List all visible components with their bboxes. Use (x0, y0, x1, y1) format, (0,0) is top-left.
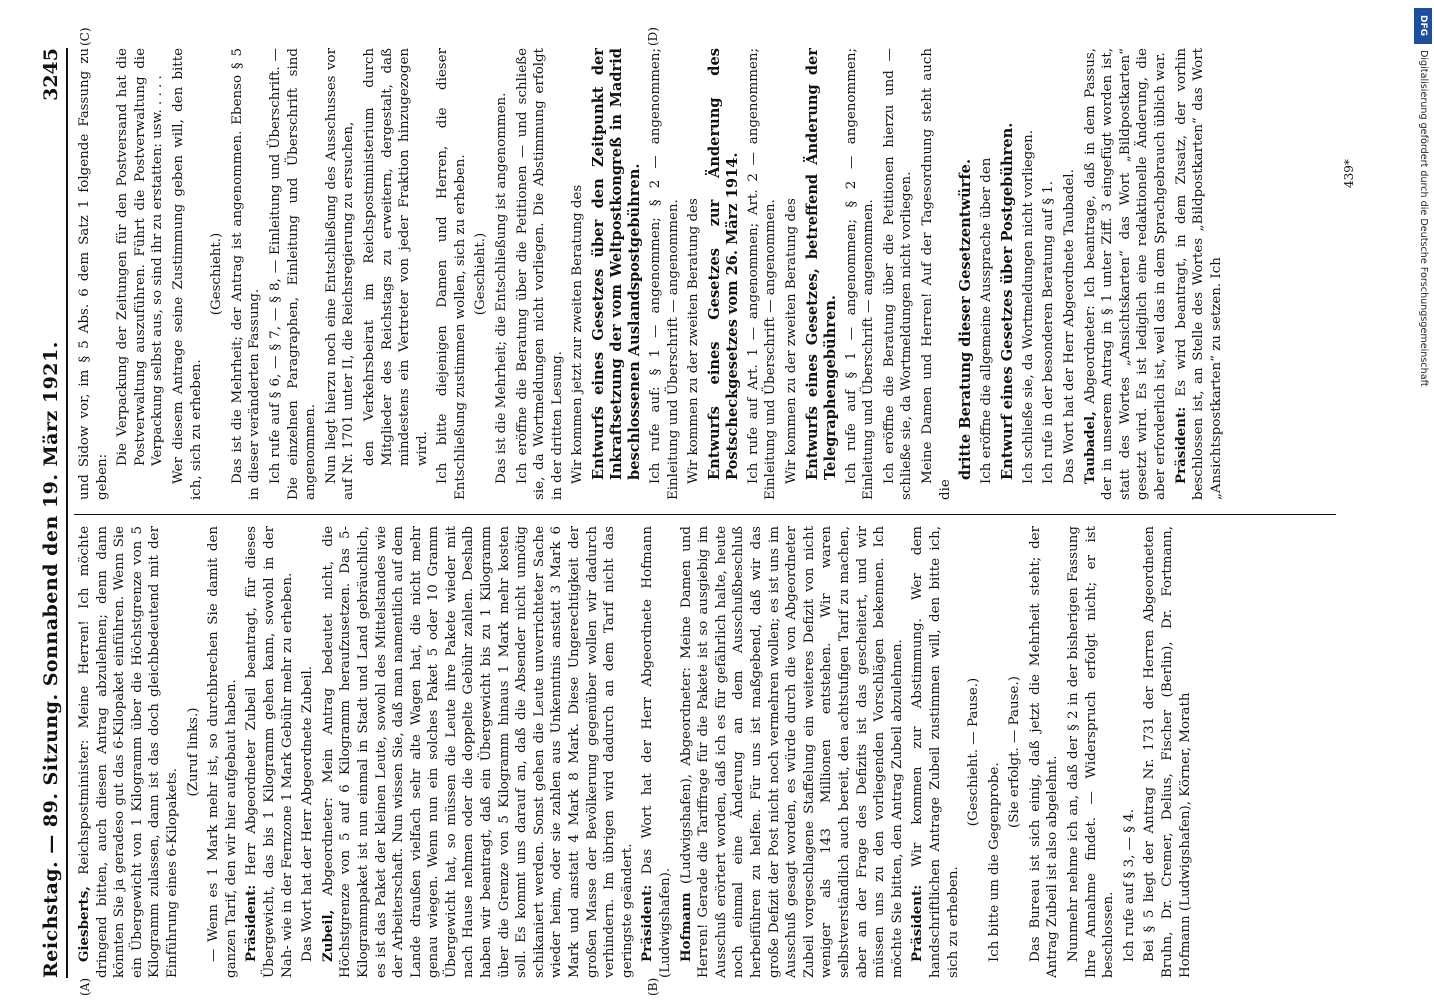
paragraph-text: Das Wort hat der Herr Abgeordnete Taubadel. (1061, 169, 1077, 484)
paragraph-text: Bei § 5 liegt der Antrag Nr. 1731 der Herren Abgeordneten Bruhn, Dr. Cremer, Delius, Fischer (Berlin), Dr. Fortmann, Hofmann (Ludwigshafen), Körner, Morath (1142, 526, 1193, 978)
paragraph-text: Ich rufe in der besonderen Beratung auf § 1. (1041, 180, 1057, 484)
quoted-text: Die Verpackung der Zeitungen für den Postversand hat die Postverwaltung auszuführen. Führt die Postverwaltung die Verpackung selbst aus, so sind ihr zu erstatten: usw. . . . . (115, 48, 166, 466)
paragraph (919, 48, 954, 500)
paragraph-text: Nun liegt hierzu noch eine Entschließung des Ausschusses vor auf Nr. 1701 unter II, die Reichsregierung zu ersuchen, (323, 48, 357, 500)
paragraph-text: Reichspostminister: Meine Herren! Ich möchte dringend bitten, auch diesen Antrag abzulehnen; denn dann könnten Sie ja geradeso gut das 6-Kilopaket einführen. Wenn Sie ein Übergewicht von 1 Kilogramm über die Höchstgrenze von 5 Kilogramm zulassen, dann ist das doch gleichbedeutend mit der Einführung eines 6-Kilopakets. (77, 526, 180, 978)
paragraph-text: Ich bitte um die Gegenprobe. (986, 762, 1002, 962)
paragraph (76, 48, 111, 500)
paragraph (978, 48, 996, 500)
paragraph (323, 48, 358, 500)
paragraph (76, 526, 182, 978)
speaker-name: Giesberts, (76, 886, 92, 962)
dfg-note (1412, 6, 1434, 994)
paragraph (243, 526, 296, 978)
stage-direction: (Zuruf links.) (185, 707, 201, 797)
margin-marker-c: (C) (78, 27, 92, 46)
paragraph (569, 48, 587, 500)
stage-direction: (Geschieht.) (473, 232, 489, 316)
paragraph (909, 526, 962, 978)
paragraph-text: Wir kommen zu der zweiten Beratung des (784, 198, 799, 484)
paragraph (745, 48, 780, 500)
paragraph (1020, 48, 1038, 500)
left-column (76, 526, 1336, 978)
paragraph-text: Abgeordneter: Ich beantrage, daß in dem Passus, der in unserem Antrag in § 1 unter Ziff. 3 eingefügt worden ist, statt des Wortes „Ansichtskarten“ das Wort „Bildpostkarten“ gesetzt wird. Es ist lediglich eine redaktionelle Änderung, die aber erforderlich ist, weil das in dem Sprachgebrauch üblich war. (1082, 48, 1168, 500)
agenda-item-title: Entwurfs eines Gesetzes über den Zeitpunkt der Inkraftsetzung der vom Weltpostkongreß in Madrid beschlossenen Auslandspostgebühren. (590, 48, 644, 480)
agenda-item-title: dritte Beratung dieser Gesetzentwürfe. (957, 158, 975, 480)
paragraph (170, 48, 205, 500)
speaker-name: Präsident: (639, 884, 656, 962)
header-title: Reichstag. — 89. Sitzung. Sonnabend den 19. März 1921. (40, 341, 62, 978)
paragraph-text: Ich eröffne die Beratung über die Petitionen — und schließe sie, da Wortmeldungen nicht vorliegen. Die Abstimmung erfolgt in der dritten Lesung. (514, 48, 565, 500)
stage-direction: (Geschieht.) (209, 232, 225, 316)
margin-marker-d: (D) (646, 27, 660, 46)
header-rule (66, 48, 68, 978)
paragraph-text: Ich eröffne die allgemeine Aussprache über den (979, 157, 995, 484)
paragraph-text: Ich rufe auf § 1 — angenommen; § 2 — angenommen; Einleitung und Überschrift — angenommen. (843, 48, 877, 500)
page-content (36, 27, 1396, 996)
paragraph-text: (Ludwigshafen), Abgeordneter: Meine Damen und Herren! Gerade die Tariffrage für die Pakete ist so ausgiebig im Ausschuß erörtert worden, daß ich es für gefährlich halte, heute noch einmal eine Änderung an dem Ausschußbeschluß herbeiführen zu helfen. Für uns ist maßgebend, daß wir das große Defizit der Post nicht noch vermehren wollen; es ist uns im Ausschuß gesagt worden, es würde durch die von Abgeordneter Zubeil vorgeschlagene Staffelung ein weiteres Defizit von nicht weniger als 143 Millionen entstehen. Wir waren selbstverständlich auch bereit, den achtstufigen Tarif zu machen, aber an der Frage des Defizits ist das gescheitert, und wir müssen uns zu den vorliegenden Vorschlägen bekennen. Ich möchte Sie bitten, den Antrag Zubeil abzulehnen. (678, 526, 905, 978)
margin-marker-a: (A) (78, 977, 92, 996)
paragraph-text: — Wenn es 1 Mark mehr ist, so durchbrechen Sie damit den ganzen Tarif, den wir hier aufgebaut haben. (206, 526, 239, 978)
paragraph (986, 526, 1004, 978)
paragraph-text: Das Wort hat der Herr Abgeordnete Zubeil. (300, 666, 316, 962)
speaker-name: Hofmann (677, 892, 694, 962)
paragraph (647, 48, 682, 500)
quoted-text: den Verkehrsbeirat im Reichspostministerium durch Mitglieder des Reichstags zu erweitern, dergestalt, daß mindestens ein Vertreter von jeder Fraktion hinzugezogen wird. (361, 48, 430, 466)
speaker-name: Präsident: (243, 884, 260, 962)
paragraph-text: Ich schließe sie, da Wortmeldungen nicht vorliegen. (1020, 129, 1036, 484)
paragraph (514, 48, 567, 500)
dfg-logo: DFG (1414, 8, 1432, 44)
paragraph (1040, 48, 1058, 500)
stage-direction: (Sie erfolgt. — Pause.) (1007, 676, 1023, 828)
paragraph (493, 48, 511, 500)
paragraph (881, 48, 916, 500)
paragraph (434, 48, 469, 500)
paragraph (1061, 48, 1079, 500)
paragraph-text: Abgeordneter: Mein Antrag bedeutet nicht, die Höchstgrenze von 5 auf 6 Kilogramm heraufzusetzen. Das 5-Kilogrammpaket ist nun einmal in Stadt und Land gebräuchlich, es ist das Paket der kleinen Leute, sowohl des Mittelstandes wie der Arbeiterschaft. Nun wissen Sie, daß man namentlich auf dem Lande draußen vielfach sehr alte Wagen hat, die nicht mehr genau wiegen. Wenn nun ein solches Paket 5 oder 10 Gramm Übergewicht hat, so müssen die Leute ihre Pakete wieder mit nach Hause nehmen oder die doppelte Gebühr zahlen. Deshalb haben wir beantragt, daß ein Übergewicht bis zu 1 Kilogramm über die Grenze von 5 Kilogramm hinaus 1 Mark mehr kosten soll. Es kommt uns darauf an, daß die Absender nicht unnötig schikaniert werden. Sonst gehen die Leute unverrichteter Sache wieder heim, oder sie zahlen aus Unkenntnis anstatt 3 Mark 6 Mark und anstatt 4 Mark 8 Mark. Diese Ungerechtigkeit der großen Masse der Bevölkerung gegenüber wollen wir dadurch verhindern. Im übrigen wird dadurch an dem Tarif nicht das geringste geändert. (320, 526, 635, 978)
paragraph-text: Es wird beantragt, in dem Zusatz, der vorhin beschlossen ist, an Stelle des Wortes „Bildpostkarten“ das Wort „Ansichtspostkarten“ zu setzen. Ich (1173, 48, 1224, 500)
column-divider (74, 514, 1336, 515)
paragraph-text: Das Wort hat der Herr Abgeordnete Hofmann (Ludwigshafen). (640, 526, 673, 978)
paragraph-text: Ich rufe auf § 3, — § 4. (1121, 808, 1137, 962)
agenda-item-title: Entwurfs eines Gesetzes, betreffend Änderung der Telegraphengebühren. (803, 48, 839, 480)
paragraph-text: Wir kommen jetzt zur zweiten Beratung des (570, 184, 586, 484)
paragraph (1027, 526, 1062, 978)
dfg-sidebar (1412, 6, 1434, 994)
paragraph (1173, 48, 1226, 500)
paragraph (320, 526, 637, 978)
margin-marker-b: (B) (646, 977, 660, 996)
paragraph-text: Ich rufe auf: § 1 — angenommen; § 2 — angenommen; Einleitung und Überschrift — angenommen. (648, 48, 681, 500)
paragraph-text: Ich rufe auf Art. 1 — angenommen; Art. 2 — angenommen; Einleitung und Überschrift — angenommen. (745, 48, 779, 500)
paragraph-text: Herr Abgeordneter Zubeil beantragt, für dieses Übergewicht, das bis 1 Kilogramm gehen kann, sowohl in der Nah- wie in der Fernzone 1 Mark Gebühr mehr zu erheben. (244, 526, 295, 978)
speaker-name: Präsident: (1172, 406, 1189, 484)
paragraph (267, 48, 320, 500)
paragraph-text: Das ist die Mehrheit; der Antrag ist angenommen. Ebenso § 5 in dieser veränderten Fassung. (229, 48, 263, 500)
paragraph (229, 48, 264, 500)
paragraph (783, 48, 801, 500)
paragraph-text: Meine Damen und Herren! Auf der Tagesordnung steht auch die (919, 48, 953, 500)
speaker-name: Taubadel, (1081, 411, 1098, 484)
paragraph (1121, 526, 1139, 978)
paragraph (843, 48, 878, 500)
page-number: 3245 (40, 48, 62, 101)
paragraph (1082, 48, 1170, 500)
agenda-item-title: Entwurf eines Gesetzes über Postgebühren. (998, 122, 1016, 480)
paragraph-text: Ich bitte diejenigen Damen und Herren, die dieser Entschließung zustimmen wollen, sich zu erheben. (435, 48, 468, 500)
page-header (36, 48, 76, 978)
paragraph-text: und Sidow vor, im § 5 Abs. 6 dem Satz 1 folgende Fassung zu geben: (77, 48, 110, 500)
agenda-item-title: Entwurfs eines Gesetzes zur Änderung des Postscheckgesetzes vom 26. März 1914. (705, 48, 741, 480)
right-column (76, 48, 1336, 500)
paragraph-text: Ich eröffne die Beratung über die Petitionen hierzu und — schließe sie, da Wortmeldungen nicht vorliegen. (881, 48, 915, 500)
paragraph-text: Ich rufe auf § 6, — § 7, — § 8, — Einleitung und Überschrift. — Die einzelnen Paragraphen, Einleitung und Überschrift sind angenommen. (267, 48, 319, 500)
paragraph (685, 48, 703, 500)
paragraph-text: Wir kommen zur Abstimmung. Wer dem handschriftlichen Antrage Zubeil zustimmen will, den bitte ich, sich zu erheben. (910, 526, 961, 978)
speaker-name: Zubeil, (319, 909, 336, 962)
footer-note: 439* (1342, 159, 1356, 188)
paragraph (678, 526, 907, 978)
paragraph-text: Nunmehr nehme ich an, daß der § 2 in der bisherigen Fassung Ihre Annahme findet. — Widerspruch erfolgt nicht; er ist beschlossen. (1066, 526, 1117, 978)
paragraph-text: Das ist die Mehrheit; die Entschließung ist angenommen. (494, 92, 510, 484)
paragraph-text: Das Bureau ist sich einig, daß jetzt die Mehrheit steht; der Antrag Zubeil ist also abgelehnt. (1027, 526, 1061, 978)
paragraph-text: Wer diesem Antrage seine Zustimmung geben will, den bitte ich, sich zu erheben. (170, 48, 204, 500)
paragraph (299, 526, 317, 978)
dfg-note-text: Digitalisierung gefördert durch die Deutsche Forschungsgemeinschaft (1418, 50, 1429, 387)
paragraph (639, 526, 674, 978)
paragraph (1065, 526, 1118, 978)
paragraph (1141, 526, 1194, 978)
speaker-name: Präsident: (909, 884, 926, 962)
paragraph (205, 526, 240, 978)
stage-direction: (Geschieht. — Pause.) (966, 677, 982, 827)
paragraph-text: Wir kommen zu der zweiten Beratung des (686, 198, 702, 484)
